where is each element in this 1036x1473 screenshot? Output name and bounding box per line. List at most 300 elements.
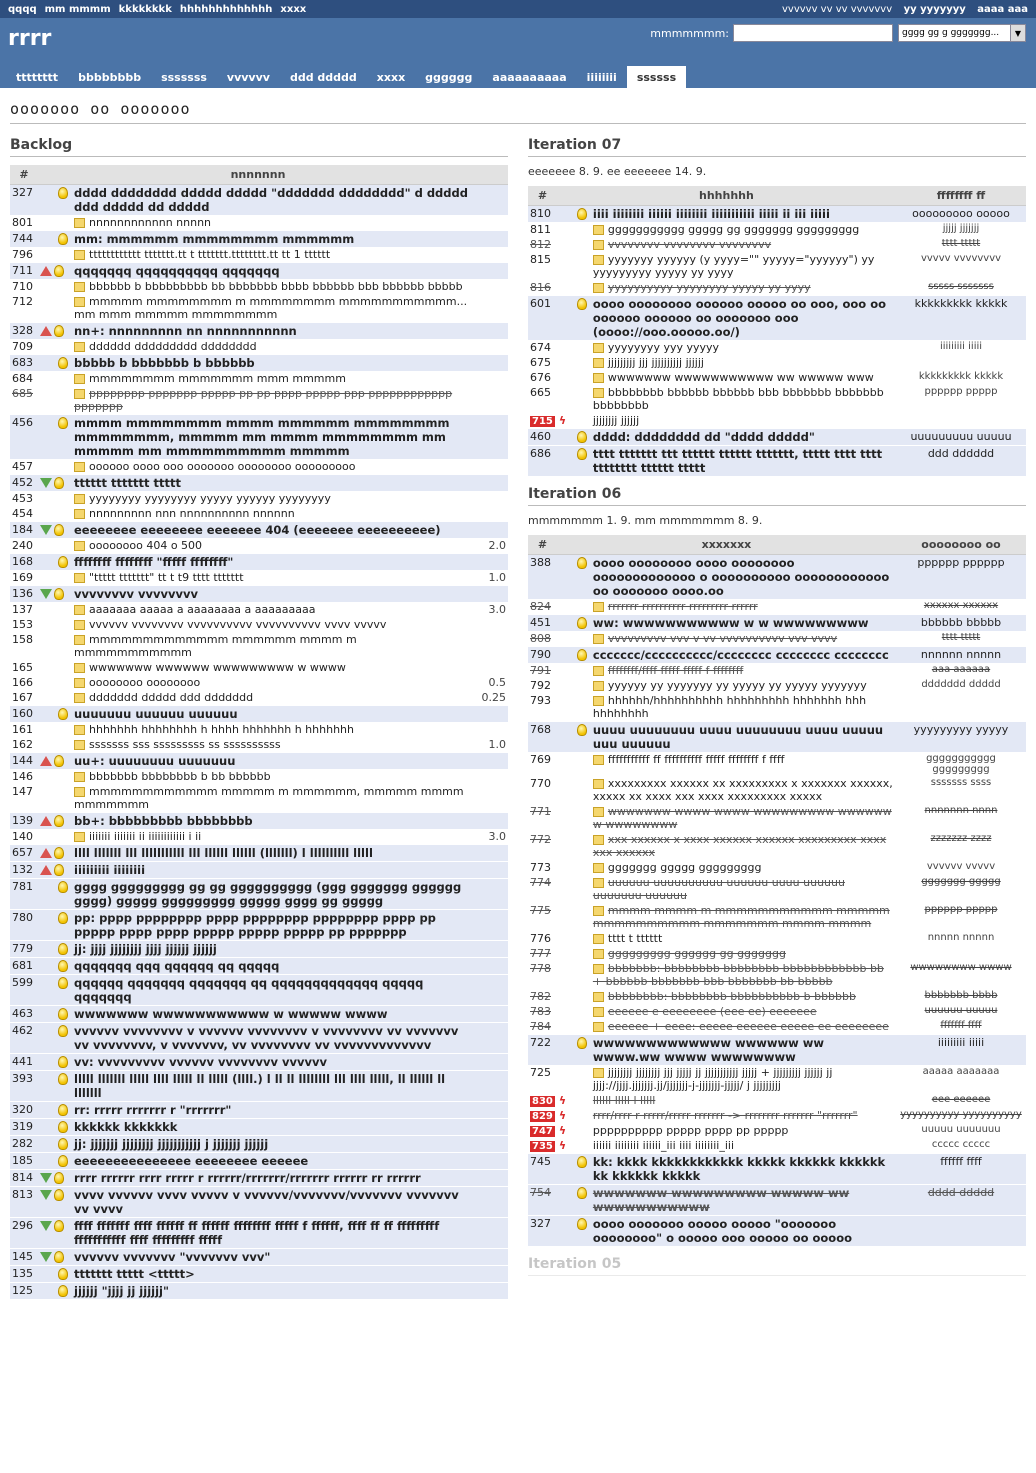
item-title[interactable]: wwwwwwwwwwwww wwwwww ww wwww.ww wwww wwwwwwww xyxy=(592,1036,824,1064)
item-id[interactable]: 816 xyxy=(530,281,551,294)
task-row[interactable] xyxy=(10,538,508,554)
item-title[interactable]: iiiiiiiii iiiiiiii xyxy=(74,863,146,877)
task-row[interactable] xyxy=(10,371,508,386)
task-row[interactable] xyxy=(528,237,1026,252)
item-id[interactable]: 132 xyxy=(12,863,33,876)
task-row[interactable] xyxy=(10,722,508,737)
story-row[interactable] xyxy=(10,813,508,830)
item-id[interactable]: 463 xyxy=(12,1007,33,1020)
task-row[interactable] xyxy=(528,903,1026,931)
item-id[interactable]: 441 xyxy=(12,1055,33,1068)
bug-id[interactable]: 829 xyxy=(532,1111,553,1122)
bug-id[interactable]: 830 xyxy=(532,1096,553,1107)
item-id[interactable]: 774 xyxy=(530,876,551,889)
item-title[interactable]: jjjjjjjjj jjj jjjjjjjjjj jjjjjj xyxy=(607,356,704,369)
item-id[interactable]: 145 xyxy=(12,1250,33,1263)
task-row[interactable] xyxy=(528,752,1026,776)
item-title[interactable]: ww: wwwwwwwwwww w w wwwwwwwww xyxy=(592,616,869,630)
item-id[interactable]: 282 xyxy=(12,1137,33,1150)
story-row[interactable] xyxy=(10,586,508,603)
story-row[interactable] xyxy=(10,1071,508,1102)
item-id[interactable]: 457 xyxy=(12,460,33,473)
story-row[interactable] xyxy=(10,1006,508,1023)
task-row[interactable] xyxy=(528,599,1026,615)
tab-5[interactable]: xxxx xyxy=(376,71,406,84)
item-title[interactable]: qqqqqqq qqqqqqqqqq qqqqqqq xyxy=(74,264,280,278)
item-id[interactable]: 320 xyxy=(12,1103,33,1116)
item-title[interactable]: nnnnnnnnn nnn nnnnnnnnnn nnnnnn xyxy=(89,507,295,520)
item-title[interactable]: jjjjjjjj jjjjjjjj jjj jjjjj jj jjjjjjjjjjj jjjjj + jjjjjjjjj jjjjjj jj jjjj://jjjj.jjjjjjj.jj/jjjjjjj-j-jjjjjjj-jjjjj/ j jjjjjjjjj xyxy=(592,1066,833,1092)
item-id[interactable]: 725 xyxy=(530,1066,551,1079)
task-row[interactable] xyxy=(528,804,1026,832)
story-row[interactable] xyxy=(528,446,1026,477)
story-row[interactable] xyxy=(10,1170,508,1187)
story-row[interactable] xyxy=(10,753,508,770)
tab-1[interactable]: bbbbbbbb xyxy=(78,71,142,84)
story-row[interactable] xyxy=(528,296,1026,341)
item-title[interactable]: mmmmmmmmmmmmm mmmmmm mmmm m mmmmmmmmmmm xyxy=(74,633,357,659)
item-title[interactable]: bb+: bbbbbbbbb bbbbbbbb xyxy=(74,814,253,828)
task-row[interactable] xyxy=(10,829,508,845)
task-row[interactable] xyxy=(10,632,508,660)
task-row[interactable] xyxy=(528,663,1026,678)
project-select[interactable] xyxy=(898,24,1026,42)
item-id[interactable]: 745 xyxy=(530,1155,551,1168)
item-id[interactable]: 393 xyxy=(12,1072,33,1085)
bug-row[interactable] xyxy=(528,1138,1026,1154)
item-title[interactable]: eeeeeeeeeeeeeee eeeeeeee eeeeee xyxy=(74,1154,309,1168)
task-row[interactable] xyxy=(10,784,508,813)
item-id[interactable]: 185 xyxy=(12,1154,33,1167)
item-id[interactable]: 791 xyxy=(530,664,551,677)
item-id[interactable]: 781 xyxy=(12,880,33,893)
item-id[interactable]: 685 xyxy=(12,387,33,400)
tab-3[interactable]: vvvvvv xyxy=(226,71,270,84)
task-row[interactable] xyxy=(10,769,508,784)
item-title[interactable]: bbbbbbbb bbbbbb bbbbbb bbb bbbbbbb bbbbbbb bbbbbbbb xyxy=(592,386,884,412)
story-row[interactable] xyxy=(10,522,508,539)
item-title[interactable]: lllll lllllll lllll llll lllll ll lllll (llll.) l ll ll llllllll lll llll lllll, ll llllll ll lllllll xyxy=(74,1072,446,1100)
item-id[interactable]: 146 xyxy=(12,770,33,783)
story-row[interactable] xyxy=(528,1035,1026,1066)
item-id[interactable]: 801 xyxy=(12,216,33,229)
item-id[interactable]: 388 xyxy=(530,556,551,569)
item-title[interactable]: vvvvvvvv vvvvvvvv xyxy=(74,587,198,601)
tab-8[interactable]: iiiiiiii xyxy=(586,71,617,84)
item-id[interactable]: 810 xyxy=(530,207,551,220)
item-id[interactable]: 808 xyxy=(530,632,551,645)
item-title[interactable]: nn+: nnnnnnnnn nn nnnnnnnnnnn xyxy=(74,324,297,338)
item-title[interactable]: oooooooo 404 o 500 xyxy=(89,539,203,552)
tab-9[interactable]: ssssss xyxy=(627,66,686,88)
item-id[interactable]: 160 xyxy=(12,707,33,720)
item-title[interactable]: mmmmmmmmmmmm mmmmm m mmmmmm, mmmmm mmmm mmmmmmm xyxy=(74,785,464,811)
item-id[interactable]: 771 xyxy=(530,805,551,818)
item-title[interactable]: llll lllllll lll lllllllllll lll llllll llllll (lllllll) l llllllllll lllll xyxy=(74,846,373,860)
item-title[interactable]: mmmm mmmm m mmmmmmmmmmm mmmmm mmmmmmmmmm mmmmmmm mmmm mmmm xyxy=(592,904,890,930)
item-id[interactable]: 460 xyxy=(530,430,551,443)
item-id[interactable]: 824 xyxy=(530,600,551,613)
task-row[interactable] xyxy=(10,386,508,415)
story-row[interactable] xyxy=(10,1283,508,1300)
item-title[interactable]: ttttttt ttttt <ttttt> xyxy=(74,1267,195,1281)
item-title[interactable]: rr: rrrrr rrrrrrr r "rrrrrrr" xyxy=(74,1103,232,1117)
item-title[interactable]: ggggggggggg ggggg gg ggggggg ggggggggg xyxy=(607,223,860,236)
item-id[interactable]: 137 xyxy=(12,603,33,616)
task-row[interactable] xyxy=(10,660,508,675)
item-title[interactable]: mmmmm mmmmmmmm m mmmmmmmm mmmmmmmmmmm... mm mmm mmmmm mmmmmmmm xyxy=(74,295,468,321)
item-title[interactable]: yyyyyy yy yyyyyyy yy yyyyy yy yyyyy yyyyyyy xyxy=(607,679,867,692)
story-row[interactable] xyxy=(10,958,508,975)
item-id[interactable]: 772 xyxy=(530,833,551,846)
item-id[interactable]: 686 xyxy=(530,447,551,460)
task-row[interactable] xyxy=(528,989,1026,1004)
item-id[interactable]: 135 xyxy=(12,1267,33,1280)
item-title[interactable]: pp: pppp pppppppp pppp pppppppp pppppppp pppp pp ppppp pppp pppp ppppp ppppp ppppp pp ppppppp xyxy=(74,911,436,939)
top-nav-link[interactable]: xxxx xyxy=(280,3,307,15)
tab-2[interactable]: sssssss xyxy=(161,71,207,84)
item-title[interactable]: vvvvvv vvvvvvvv vvvvvvvvvv vvvvvvvvvv vvvv vvvvv xyxy=(89,618,387,631)
item-title[interactable]: ccccccc/cccccccccc/cccccccc cccccccc cccccccc xyxy=(592,648,889,662)
task-row[interactable] xyxy=(528,252,1026,280)
item-title[interactable]: oooo oooooooo oooooo ooooo oo ooo, ooo oo oooooo oooooo oo ooooooo ooo (oooo://ooo.ooooo.oo/) xyxy=(592,297,886,339)
story-row[interactable] xyxy=(10,975,508,1006)
item-title[interactable]: yyyyyyyy yyy yyyyy xyxy=(607,341,720,354)
item-title[interactable]: qqqqqq qqqqqqq qqqqqqq qq qqqqqqqqqqqqq qqqqq qqqqqqq xyxy=(74,976,424,1004)
task-row[interactable] xyxy=(528,693,1026,722)
logo[interactable]: rrrr xyxy=(8,26,52,51)
item-id[interactable]: 296 xyxy=(12,1219,33,1232)
item-title[interactable]: jj: jjjjjjj jjjjjjjj jjjjjjjjjjj j jjjjjjj jjjjjj xyxy=(74,1137,269,1151)
item-title[interactable]: pppppppp ppppppp ppppp pp pp pppp ppppp ppp pppppppppppp ppppppp xyxy=(74,387,453,413)
task-row[interactable] xyxy=(528,1019,1026,1035)
bug-row[interactable] xyxy=(528,1093,1026,1108)
item-id[interactable]: 158 xyxy=(12,633,33,646)
item-title[interactable]: ffff fffffff ffff ffffff ff ffffff ffffffff fffff f ffffff, ffff ff ff fffffffff fffffffffff ffff fffffffff fffff xyxy=(74,1219,440,1247)
story-row[interactable] xyxy=(10,415,508,460)
story-row[interactable] xyxy=(10,1054,508,1071)
item-title[interactable]: vvvvvv vvvvvvv "vvvvvvv vvv" xyxy=(74,1250,271,1264)
story-row[interactable] xyxy=(528,722,1026,753)
item-id[interactable]: 722 xyxy=(530,1036,551,1049)
item-id[interactable]: 452 xyxy=(12,476,33,489)
item-title[interactable]: kk: kkkk kkkkkkkkkkkk kkkkk kkkkkk kkkkkk kk kkkkkk kkkkk xyxy=(592,1155,886,1183)
item-title[interactable]: wwwwwww wwwwwwwww wwwww ww wwwwwwwwwww xyxy=(592,1186,850,1214)
story-row[interactable] xyxy=(10,1187,508,1218)
story-row[interactable] xyxy=(10,231,508,248)
user-link[interactable]: yy yyyyyyy xyxy=(903,3,966,15)
story-row[interactable] xyxy=(10,355,508,372)
task-row[interactable] xyxy=(10,690,508,706)
item-title[interactable]: eeeeee e eeeeeeee (eee ee) eeeeeee xyxy=(607,1005,817,1018)
task-row[interactable] xyxy=(528,678,1026,693)
bug-row[interactable] xyxy=(528,413,1026,429)
story-row[interactable] xyxy=(528,429,1026,446)
item-title[interactable]: vvvv vvvvvv vvvv vvvvv v vvvvvv/vvvvvvv/vvvvvvv vvvvvvv vv vvvv xyxy=(74,1188,459,1216)
item-title[interactable]: wwwwwww wwwwww wwwwwwwww w wwww xyxy=(89,661,346,674)
task-row[interactable] xyxy=(528,631,1026,647)
item-id[interactable]: 784 xyxy=(530,1020,551,1033)
item-title[interactable]: oooo oooooooo oooo oooooooo ooooooooooooo o oooooooooo oooooooooooo oo ooooooo oooo.oo xyxy=(592,556,890,598)
item-id[interactable]: 676 xyxy=(530,371,551,384)
item-id[interactable]: 681 xyxy=(12,959,33,972)
task-row[interactable] xyxy=(10,294,508,323)
item-title[interactable]: iiiiii iiiiiiii iiiiii_iii iiii iiiiiiii_iii xyxy=(592,1139,734,1152)
top-nav-link[interactable]: kkkkkkkk xyxy=(118,3,172,15)
item-id[interactable]: 599 xyxy=(12,976,33,989)
item-title[interactable]: oooooooo oooooooo xyxy=(89,676,201,689)
item-title[interactable]: ggggggggg gggggg gg ggggggg xyxy=(607,947,786,960)
story-row[interactable] xyxy=(10,185,508,216)
task-row[interactable] xyxy=(528,946,1026,961)
item-title[interactable]: sssssss sss sssssssss ss ssssssssss xyxy=(89,738,281,751)
story-row[interactable] xyxy=(10,862,508,879)
item-title[interactable]: uuuuuuu uuuuuu uuuuuu xyxy=(74,707,238,721)
story-row[interactable] xyxy=(528,1185,1026,1216)
item-title[interactable]: rrrr/rrrr r rrrrr/rrrrr rrrrrrr -> rrrrrrrr rrrrrrr "rrrrrrr" xyxy=(592,1109,858,1122)
story-row[interactable] xyxy=(528,555,1026,600)
item-id[interactable]: 139 xyxy=(12,814,33,827)
item-id[interactable]: 451 xyxy=(530,616,551,629)
item-title[interactable]: vvvvvv vvvvvvvv v vvvvvv vvvvvvvv v vvvvvvvv vv vvvvvvv vv vvvvvvvv, v vvvvvvv, vv vvvvvvvv vv vvvvvvvvvvvvv xyxy=(74,1024,459,1052)
item-id[interactable]: 777 xyxy=(530,947,551,960)
story-row[interactable] xyxy=(10,706,508,723)
item-title[interactable]: rrrrrrr rrrrrrrrrr rrrrrrrrr rrrrrr xyxy=(607,600,758,613)
story-row[interactable] xyxy=(10,1102,508,1119)
item-title[interactable]: wwwwwww wwwwwwwwwww ww wwwww www xyxy=(607,371,874,384)
item-title[interactable]: wwwwwww wwww wwww wwwwwwwww wwwwww w wwwwwwww xyxy=(592,805,892,831)
bug-id[interactable]: 715 xyxy=(532,416,553,427)
item-id[interactable]: 184 xyxy=(12,523,33,536)
story-row[interactable] xyxy=(10,1153,508,1170)
task-row[interactable] xyxy=(10,675,508,690)
item-title[interactable]: jjjjjj "jjjj jj jjjjjj" xyxy=(74,1284,169,1298)
story-row[interactable] xyxy=(528,615,1026,632)
item-id[interactable]: 754 xyxy=(530,1186,551,1199)
story-row[interactable] xyxy=(528,1154,1026,1185)
item-title[interactable]: hhhhhh/hhhhhhhhhh hhhhhhhhh hhhhhhh hhh hhhhhhhh xyxy=(592,694,867,720)
item-title[interactable]: yyyyyyyy yyyyyyyy yyyyy yyyyyy yyyyyyyy xyxy=(89,492,331,505)
item-id[interactable]: 711 xyxy=(12,264,33,277)
item-id[interactable]: 744 xyxy=(12,232,33,245)
task-row[interactable] xyxy=(10,459,508,475)
bug-id[interactable]: 735 xyxy=(532,1141,553,1152)
story-row[interactable] xyxy=(528,1216,1026,1247)
tab-6[interactable]: gggggg xyxy=(425,71,473,84)
item-title[interactable]: iiii iiiiiiii iiiiii iiiiiiii iiiiiiiiiii iiiii ii iii iiiii xyxy=(592,207,830,221)
item-id[interactable]: 775 xyxy=(530,904,551,917)
item-id[interactable]: 811 xyxy=(530,223,551,236)
task-row[interactable] xyxy=(10,247,508,263)
bug-row[interactable] xyxy=(528,1123,1026,1138)
story-row[interactable] xyxy=(10,263,508,280)
tab-7[interactable]: aaaaaaaaaa xyxy=(492,71,567,84)
item-id[interactable]: 657 xyxy=(12,846,33,859)
item-id[interactable]: 327 xyxy=(12,186,33,199)
item-title[interactable]: eeeeee + eeee: eeeee eeeeee eeeee ee eeeeeeee xyxy=(607,1020,889,1033)
story-row[interactable] xyxy=(10,1266,508,1283)
item-id[interactable]: 665 xyxy=(530,386,551,399)
item-id[interactable]: 136 xyxy=(12,587,33,600)
item-title[interactable]: mmmmmmmm mmmmmmm mmm mmmmm xyxy=(89,372,346,385)
item-id[interactable]: 456 xyxy=(12,416,33,429)
item-id[interactable]: 813 xyxy=(12,1188,33,1201)
item-id[interactable]: 161 xyxy=(12,723,33,736)
story-row[interactable] xyxy=(10,323,508,340)
task-row[interactable] xyxy=(10,602,508,617)
item-id[interactable]: 768 xyxy=(530,723,551,736)
top-nav-link[interactable]: mm mmmm xyxy=(44,3,111,15)
item-id[interactable]: 675 xyxy=(530,356,551,369)
item-title[interactable]: bbbbbbbb: bbbbbbbb bbbbbbbbbb b bbbbbb xyxy=(607,990,856,1003)
top-nav-link[interactable]: qqqq xyxy=(8,3,37,15)
item-id[interactable]: 319 xyxy=(12,1120,33,1133)
item-id[interactable]: 814 xyxy=(12,1171,33,1184)
item-id[interactable]: 684 xyxy=(12,372,33,385)
item-title[interactable]: dddd dddddddd ddddd ddddd "ddddddd dddddddd" d ddddd ddd ddddd dd ddddd xyxy=(74,186,468,214)
item-title[interactable]: tttttt ttttttt ttttt xyxy=(74,476,181,490)
story-row[interactable] xyxy=(10,1119,508,1136)
item-id[interactable]: 793 xyxy=(530,694,551,707)
task-row[interactable] xyxy=(528,961,1026,989)
task-row[interactable] xyxy=(10,570,508,586)
item-title[interactable]: gggg ggggggggg gg gg gggggggggg (ggg ggggggg gggggg gggg) ggggg ggggggggg ggggg gggg gg ggggg xyxy=(74,880,462,908)
item-id[interactable]: 168 xyxy=(12,555,33,568)
item-title[interactable]: pppppppppp ppppp pppp pp ppppp xyxy=(592,1124,789,1137)
item-title[interactable]: dddd: dddddddd dd "dddd ddddd" xyxy=(592,430,815,444)
item-id[interactable]: 778 xyxy=(530,962,551,975)
task-row[interactable] xyxy=(528,355,1026,370)
item-id[interactable]: 769 xyxy=(530,753,551,766)
item-title[interactable]: vvvvvvvvv vvv v vv vvvvvvvvvv vvv vvvv xyxy=(607,632,838,645)
story-row[interactable] xyxy=(10,475,508,492)
task-row[interactable] xyxy=(528,340,1026,355)
item-title[interactable]: tttt t tttttt xyxy=(607,932,663,945)
item-title[interactable]: tttttttttttt ttttttt.tt t ttttttt.tttttttt.tt tt 1 tttttt xyxy=(89,248,331,261)
item-title[interactable]: mm: mmmmmm mmmmmmmm mmmmmm xyxy=(74,232,355,246)
item-title[interactable]: bbbbbbb: bbbbbbbb bbbbbbbb bbbbbbbbbbbb bb + bbbbbb bbbbbbb bbb bbbbbbb bb bbbbb xyxy=(592,962,884,988)
story-row[interactable] xyxy=(10,1023,508,1054)
item-title[interactable]: oooooo oooo ooo ooooooo oooooooo ooooooooo xyxy=(89,460,356,473)
item-title[interactable]: mmmm mmmmmmmm mmmm mmmmmm mmmmmmmm mmmmmmmm, mmmmm mm mmmm mmmmmmmm mm mmmmm mm mmmmmmmmmm mmmmm xyxy=(74,416,450,458)
story-row[interactable] xyxy=(10,941,508,958)
task-row[interactable] xyxy=(528,875,1026,903)
task-row[interactable] xyxy=(10,617,508,632)
top-nav-link[interactable]: hhhhhhhhhhhhh xyxy=(179,3,273,15)
item-title[interactable]: ffffffff/ffff fffff fffff f ffffffff xyxy=(607,664,744,677)
item-title[interactable]: oooo ooooooo ooooo ooooo "ooooooo oooooooo" o ooooo ooo ooooo oo ooooo xyxy=(592,1217,853,1245)
item-id[interactable]: 162 xyxy=(12,738,33,751)
item-title[interactable]: ffffffff ffffffff "fffff ffffffff" xyxy=(74,555,234,569)
item-id[interactable]: 712 xyxy=(12,295,33,308)
item-title[interactable]: aaaaaaa aaaaa a aaaaaaaa a aaaaaaaaa xyxy=(89,603,316,616)
item-id[interactable]: 783 xyxy=(530,1005,551,1018)
task-row[interactable] xyxy=(528,222,1026,237)
bug-id[interactable]: 747 xyxy=(532,1126,553,1137)
story-row[interactable] xyxy=(10,1249,508,1266)
task-row[interactable] xyxy=(528,776,1026,804)
item-title[interactable]: kkkkkk kkkkkkk xyxy=(74,1120,178,1134)
task-row[interactable] xyxy=(528,832,1026,860)
task-row[interactable] xyxy=(10,339,508,355)
item-title[interactable]: rrrr rrrrrr rrrr rrrrr r rrrrrr/rrrrrrr/rrrrrrr rrrrrr rr rrrrrr xyxy=(74,1171,421,1185)
item-title[interactable]: yyyyyyy yyyyyy (y yyyy="" yyyyy="yyyyyy") yy yyyyyyyyy yyyyy yy yyyy xyxy=(592,253,875,279)
item-id[interactable]: 683 xyxy=(12,356,33,369)
task-row[interactable] xyxy=(10,506,508,522)
item-id[interactable]: 462 xyxy=(12,1024,33,1037)
story-row[interactable] xyxy=(10,910,508,941)
item-id[interactable]: 153 xyxy=(12,618,33,631)
item-title[interactable]: llllll lllll l lllll xyxy=(592,1094,656,1107)
item-id[interactable]: 601 xyxy=(530,297,551,310)
item-title[interactable]: uuuuuu uuuuuuuuuu uuuuuu uuuu uuuuuu uuuuuuu uuuuuu xyxy=(592,876,845,902)
item-id[interactable]: 166 xyxy=(12,676,33,689)
item-id[interactable]: 169 xyxy=(12,571,33,584)
item-title[interactable]: jjjjjjjj jjjjjj xyxy=(592,414,640,427)
item-id[interactable]: 773 xyxy=(530,861,551,874)
task-row[interactable] xyxy=(528,931,1026,946)
item-title[interactable]: yyyyyyyyyy yyyyyyyy yyyyy yy yyyy xyxy=(607,281,811,294)
item-id[interactable]: 792 xyxy=(530,679,551,692)
item-title[interactable]: fffffffffff ff ffffffffff fffff ffffffff f ffff xyxy=(607,753,785,766)
story-row[interactable] xyxy=(10,845,508,862)
task-row[interactable] xyxy=(528,280,1026,296)
item-id[interactable]: 240 xyxy=(12,539,33,552)
task-row[interactable] xyxy=(528,370,1026,385)
item-id[interactable]: 674 xyxy=(530,341,551,354)
item-title[interactable]: nnnnnnnnnnnn nnnnn xyxy=(89,216,212,229)
item-id[interactable]: 454 xyxy=(12,507,33,520)
item-title[interactable]: jj: jjjj jjjjjjjj jjjj jjjjjj jjjjjj xyxy=(74,942,217,956)
story-row[interactable] xyxy=(10,554,508,571)
task-row[interactable] xyxy=(528,860,1026,875)
item-id[interactable]: 776 xyxy=(530,932,551,945)
item-title[interactable]: xxx xxxxxx x xxxx xxxxxx xxxxxx xxxxxxxxx xxxx xxx xxxxxx xyxy=(592,833,887,859)
item-id[interactable]: 165 xyxy=(12,661,33,674)
bug-row[interactable] xyxy=(528,1108,1026,1123)
story-row[interactable] xyxy=(10,879,508,910)
logout-link[interactable]: aaaa aaa xyxy=(977,3,1028,15)
item-title[interactable]: wwwwwww wwwwwwwwwww w wwwww wwww xyxy=(74,1007,388,1021)
task-row[interactable] xyxy=(10,737,508,753)
story-row[interactable] xyxy=(528,206,1026,223)
item-id[interactable]: 710 xyxy=(12,280,33,293)
item-id[interactable]: 140 xyxy=(12,830,33,843)
item-title[interactable]: dddddd ddddddddd dddddddd xyxy=(89,340,257,353)
item-id[interactable]: 796 xyxy=(12,248,33,261)
item-id[interactable]: 812 xyxy=(530,238,551,251)
story-row[interactable] xyxy=(10,1218,508,1249)
story-row[interactable] xyxy=(10,1136,508,1153)
item-title[interactable]: vv: vvvvvvvvv vvvvvv vvvvvvvv vvvvvv xyxy=(74,1055,327,1069)
item-title[interactable]: ddddddd ddddd ddd ddddddd xyxy=(89,691,254,704)
item-id[interactable]: 144 xyxy=(12,754,33,767)
item-title[interactable]: uuuu uuuuuuuu uuuu uuuuuuuu uuuu uuuuu uuu uuuuuu xyxy=(592,723,884,751)
item-title[interactable]: bbbbbb b bbbbbbbbb bb bbbbbbb bbbb bbbbbb bbb bbbbbb bbbbb xyxy=(89,280,463,293)
item-id[interactable]: 327 xyxy=(530,1217,551,1230)
item-id[interactable]: 709 xyxy=(12,340,33,353)
item-title[interactable]: hhhhhhh hhhhhhhh h hhhh hhhhhhh h hhhhhhh xyxy=(89,723,354,736)
item-id[interactable]: 779 xyxy=(12,942,33,955)
item-title[interactable]: uu+: uuuuuuuu uuuuuuu xyxy=(74,754,236,768)
tab-4[interactable]: ddd ddddd xyxy=(289,71,357,84)
item-id[interactable]: 770 xyxy=(530,777,551,790)
item-title[interactable]: "ttttt ttttttt" tt t t9 tttt ttttttt xyxy=(89,571,244,584)
item-title[interactable]: xxxxxxxxx xxxxxx xx xxxxxxxxx x xxxxxxx xxxxxx, xxxxx xx xxxx xxx xxxx xxxxxxxxx xxxxx xyxy=(592,777,893,803)
story-row[interactable] xyxy=(528,647,1026,664)
task-row[interactable] xyxy=(10,279,508,294)
item-title[interactable]: bbbbbbb bbbbbbbb b bb bbbbbb xyxy=(89,770,271,783)
